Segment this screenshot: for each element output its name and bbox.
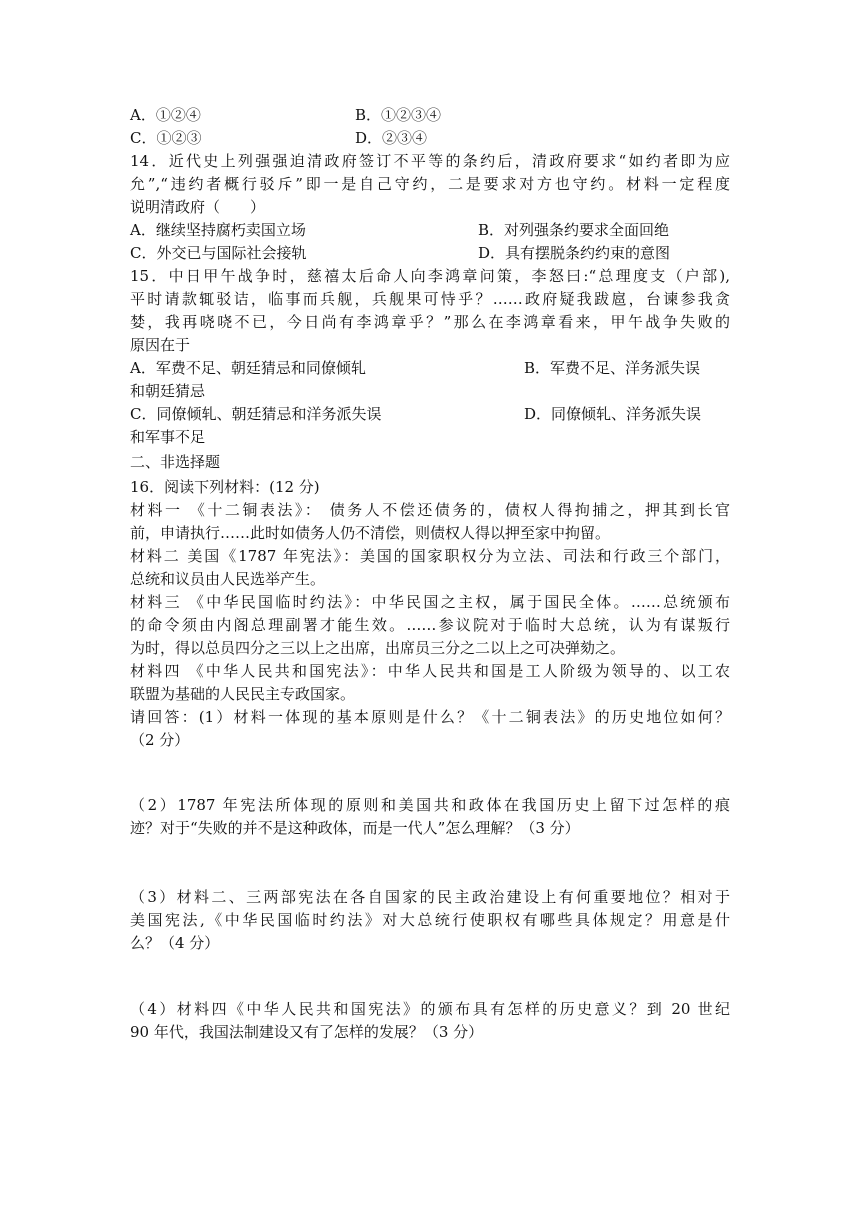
q13-option-a: A．①②④: [130, 106, 201, 124]
q16-sub3: （3）材料二、三两部宪法在各自国家的民主政治建设上有何重要地位？相对于: [130, 888, 730, 906]
q15-option-b: B．军费不足、洋务派失误: [524, 359, 701, 377]
q15-option-d-continued: 和军事不足: [130, 428, 206, 446]
q16-sub2: （2）1787 年宪法所体现的原则和美国共和政体在我国历史上留下过怎样的痕: [130, 796, 730, 814]
q13-option-b: B．①②③④: [355, 106, 442, 124]
q16-sub3-line: 美国宪法,《中华民国临时约法》对大总统行使职权有哪些具体规定？用意是什: [130, 911, 730, 929]
q13-option-c: C．①②③: [130, 129, 202, 147]
q15-stem-line: 15．中日甲午战争时，慈禧太后命人向李鸿章问策，李怒曰:“总理度支（户部),: [130, 267, 730, 285]
q13-option-d: D．②③④: [355, 129, 428, 147]
q15-option-a: A．军费不足、朝廷猜忌和同僚倾轧: [130, 359, 366, 377]
q16-sub1-score: （2 分）: [130, 731, 190, 749]
q16-sub2-line: 迹？对于“失败的并不是这种政体，而是一代人”怎么理解？（3 分）: [130, 819, 580, 837]
q16-material-line: 材料三 《中华民国临时约法》：中华民国之主权，属于国民全体。……总统颁布: [130, 593, 730, 611]
q14-stem-line: 允”,“违约者概行驳斥”即一是自己守约，二是要求对方也守约。材料一定程度: [130, 175, 730, 193]
q15-option-b-continued: 和朝廷猜忌: [130, 382, 206, 400]
q16-intro: 16．阅读下列材料：(12 分): [130, 478, 320, 496]
q15-stem-line: 原因在于: [130, 336, 191, 354]
q16-material-line: 为时，得以总员四分之三以上之出席，出席员三分之二以上之可决弹劾之。: [130, 639, 626, 657]
q15-stem-line: 平时请款辄驳诘，临事而兵舰，兵舰果可恃乎？……政府疑我跋扈，台谏参我贪: [130, 290, 730, 308]
q14-option-c: C．外交已与国际社会接轨: [130, 244, 307, 262]
q15-option-c: C．同僚倾轧、朝廷猜忌和洋务派失误: [130, 405, 382, 423]
q15-option-d: D．同僚倾轧、洋务派失误: [524, 405, 702, 423]
q16-sub4: （4）材料四《中华人民共和国宪法》的颁布具有怎样的历史意义？到 20 世纪: [130, 1000, 730, 1018]
q16-material-line: 材料四 《中华人民共和国宪法》：中华人民共和国是工人阶级为领导的、以工农: [130, 662, 730, 680]
q16-sub3-line: 么？（4 分）: [130, 934, 220, 952]
q14-option-a: A．继续坚持腐朽卖国立场: [130, 221, 306, 239]
q15-stem-line: 婪，我再哓哓不已，今日尚有李鸿章乎？”那么在李鸿章看来，甲午战争失败的: [130, 313, 730, 331]
q16-material-line: 联盟为基础的人民民主专政国家。: [130, 685, 356, 703]
q16-material-line: 总统和议员由人民选举产生。: [130, 570, 326, 588]
q16-material-line: 前，申请执行……此时如债务人仍不清偿，则债权人得以押至家中拘留。: [130, 524, 611, 542]
q16-material-line: 材料一 《十二铜表法》： 债务人不偿还债务的，债权人得拘捕之，押其到长官: [130, 501, 730, 519]
q16-material-line: 材料二 美国《1787 年宪法》：美国的国家职权分为立法、司法和行政三个部门，: [130, 547, 730, 565]
q16-sub1: 请回答：(1）材料一体现的基本原则是什么？《十二铜表法》的历史地位如何？: [130, 708, 730, 726]
q14-stem-line: 说明清政府（ ）: [130, 198, 266, 216]
q14-stem-line: 14．近代史上列强强迫清政府签订不平等的条约后，清政府要求“如约者即为应: [130, 152, 730, 170]
q14-option-b: B．对列强条约要求全面回绝: [478, 221, 670, 239]
q16-material-line: 的命令须由内阁总理副署才能生效。……参议院对于临时大总统，认为有谋叛行: [130, 616, 730, 634]
q16-sub4-line: 90 年代，我国法制建设又有了怎样的发展？（3 分）: [130, 1023, 484, 1041]
section-title: 二、非选择题: [130, 453, 221, 471]
q14-option-d: D．具有摆脱条约约束的意图: [478, 244, 671, 262]
